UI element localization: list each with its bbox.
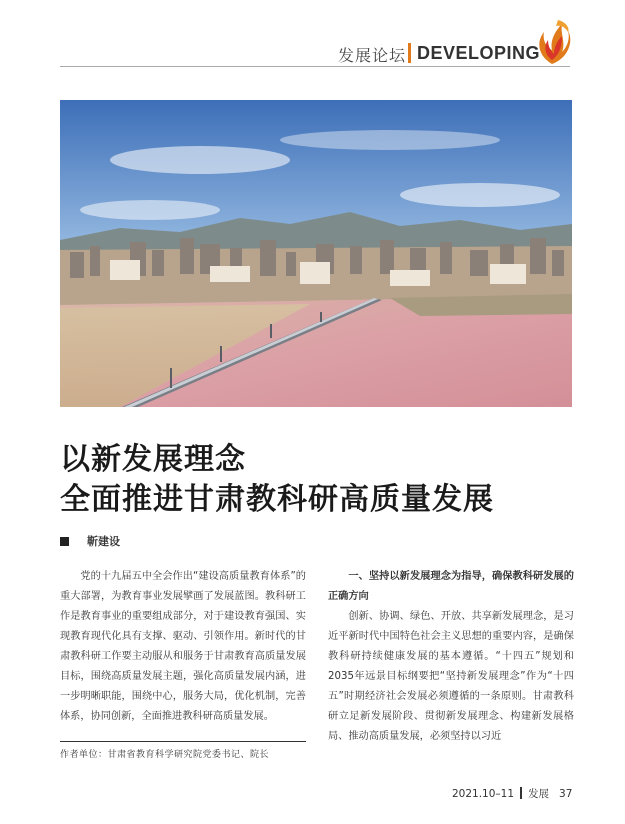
flame-logo-icon bbox=[532, 16, 572, 66]
footnote-rule bbox=[60, 741, 306, 742]
byline bbox=[60, 533, 120, 549]
header-rule bbox=[60, 66, 570, 67]
author-name: 靳建设 bbox=[87, 535, 120, 548]
journal-name: 发展 bbox=[528, 788, 550, 800]
section-separator bbox=[408, 43, 411, 63]
issue-date: 2021.10–11 bbox=[452, 788, 515, 800]
intro-paragraph: 党的十九届五中全会作出“建设高质量教育体系”的重大部署，为教育事业发展擘画了发展蓝图。教科研工作是教育事业的重要组成部分，对于建设教育强国、实现教育现代化具有支撑、驱动、引领作用。新时代的甘肃教科研工作要主动服从和服务于甘肃教育高质量发展目标，围绕高质量发展主题，强化高质量发展内涵，进一步明晰职能，围绕中心，服务大局，优化机制，完善体系，协同创新，全面推进教科研高质量发展。 bbox=[60, 571, 306, 722]
byline-square-icon bbox=[60, 537, 69, 546]
city-bridge-photo bbox=[60, 100, 572, 407]
body-paragraph: 创新、协调、绿色、开放、共享新发展理念，是习近平新时代中国特色社会主义思想的重要内容，是确保教科研持续健康发展的基本遵循。“十四五”规划和2035年远景目标纲要把“坚持新发展理念”作为“十四五”时期经济社会发展必须遵循的一条原则。甘肃教科研立足新发展阶段、贯彻新发展理念、构建新发展格局、推动高质量发展，必须坚持以习近 bbox=[328, 611, 574, 742]
article-title-line-1: 以新发展理念 bbox=[60, 442, 246, 477]
footer-separator bbox=[520, 787, 522, 799]
article-title-line-2: 全面推进甘肃教科研高质量发展 bbox=[60, 482, 494, 517]
section-heading: 一、坚持以新发展理念为指导，确保教科研发展的正确方向 bbox=[328, 571, 574, 602]
page-footer bbox=[452, 786, 572, 801]
page-header bbox=[0, 0, 625, 72]
section-name-chinese: 发展论坛 bbox=[338, 46, 407, 65]
page-number: 37 bbox=[559, 788, 573, 800]
left-column bbox=[60, 567, 306, 727]
author-unit-note: 作者单位：甘肃省教育科学研究院党委书记、院长 bbox=[60, 750, 270, 760]
right-column bbox=[328, 567, 574, 747]
section-name-english: DEVELOPING bbox=[417, 43, 541, 63]
article-title bbox=[60, 440, 494, 520]
